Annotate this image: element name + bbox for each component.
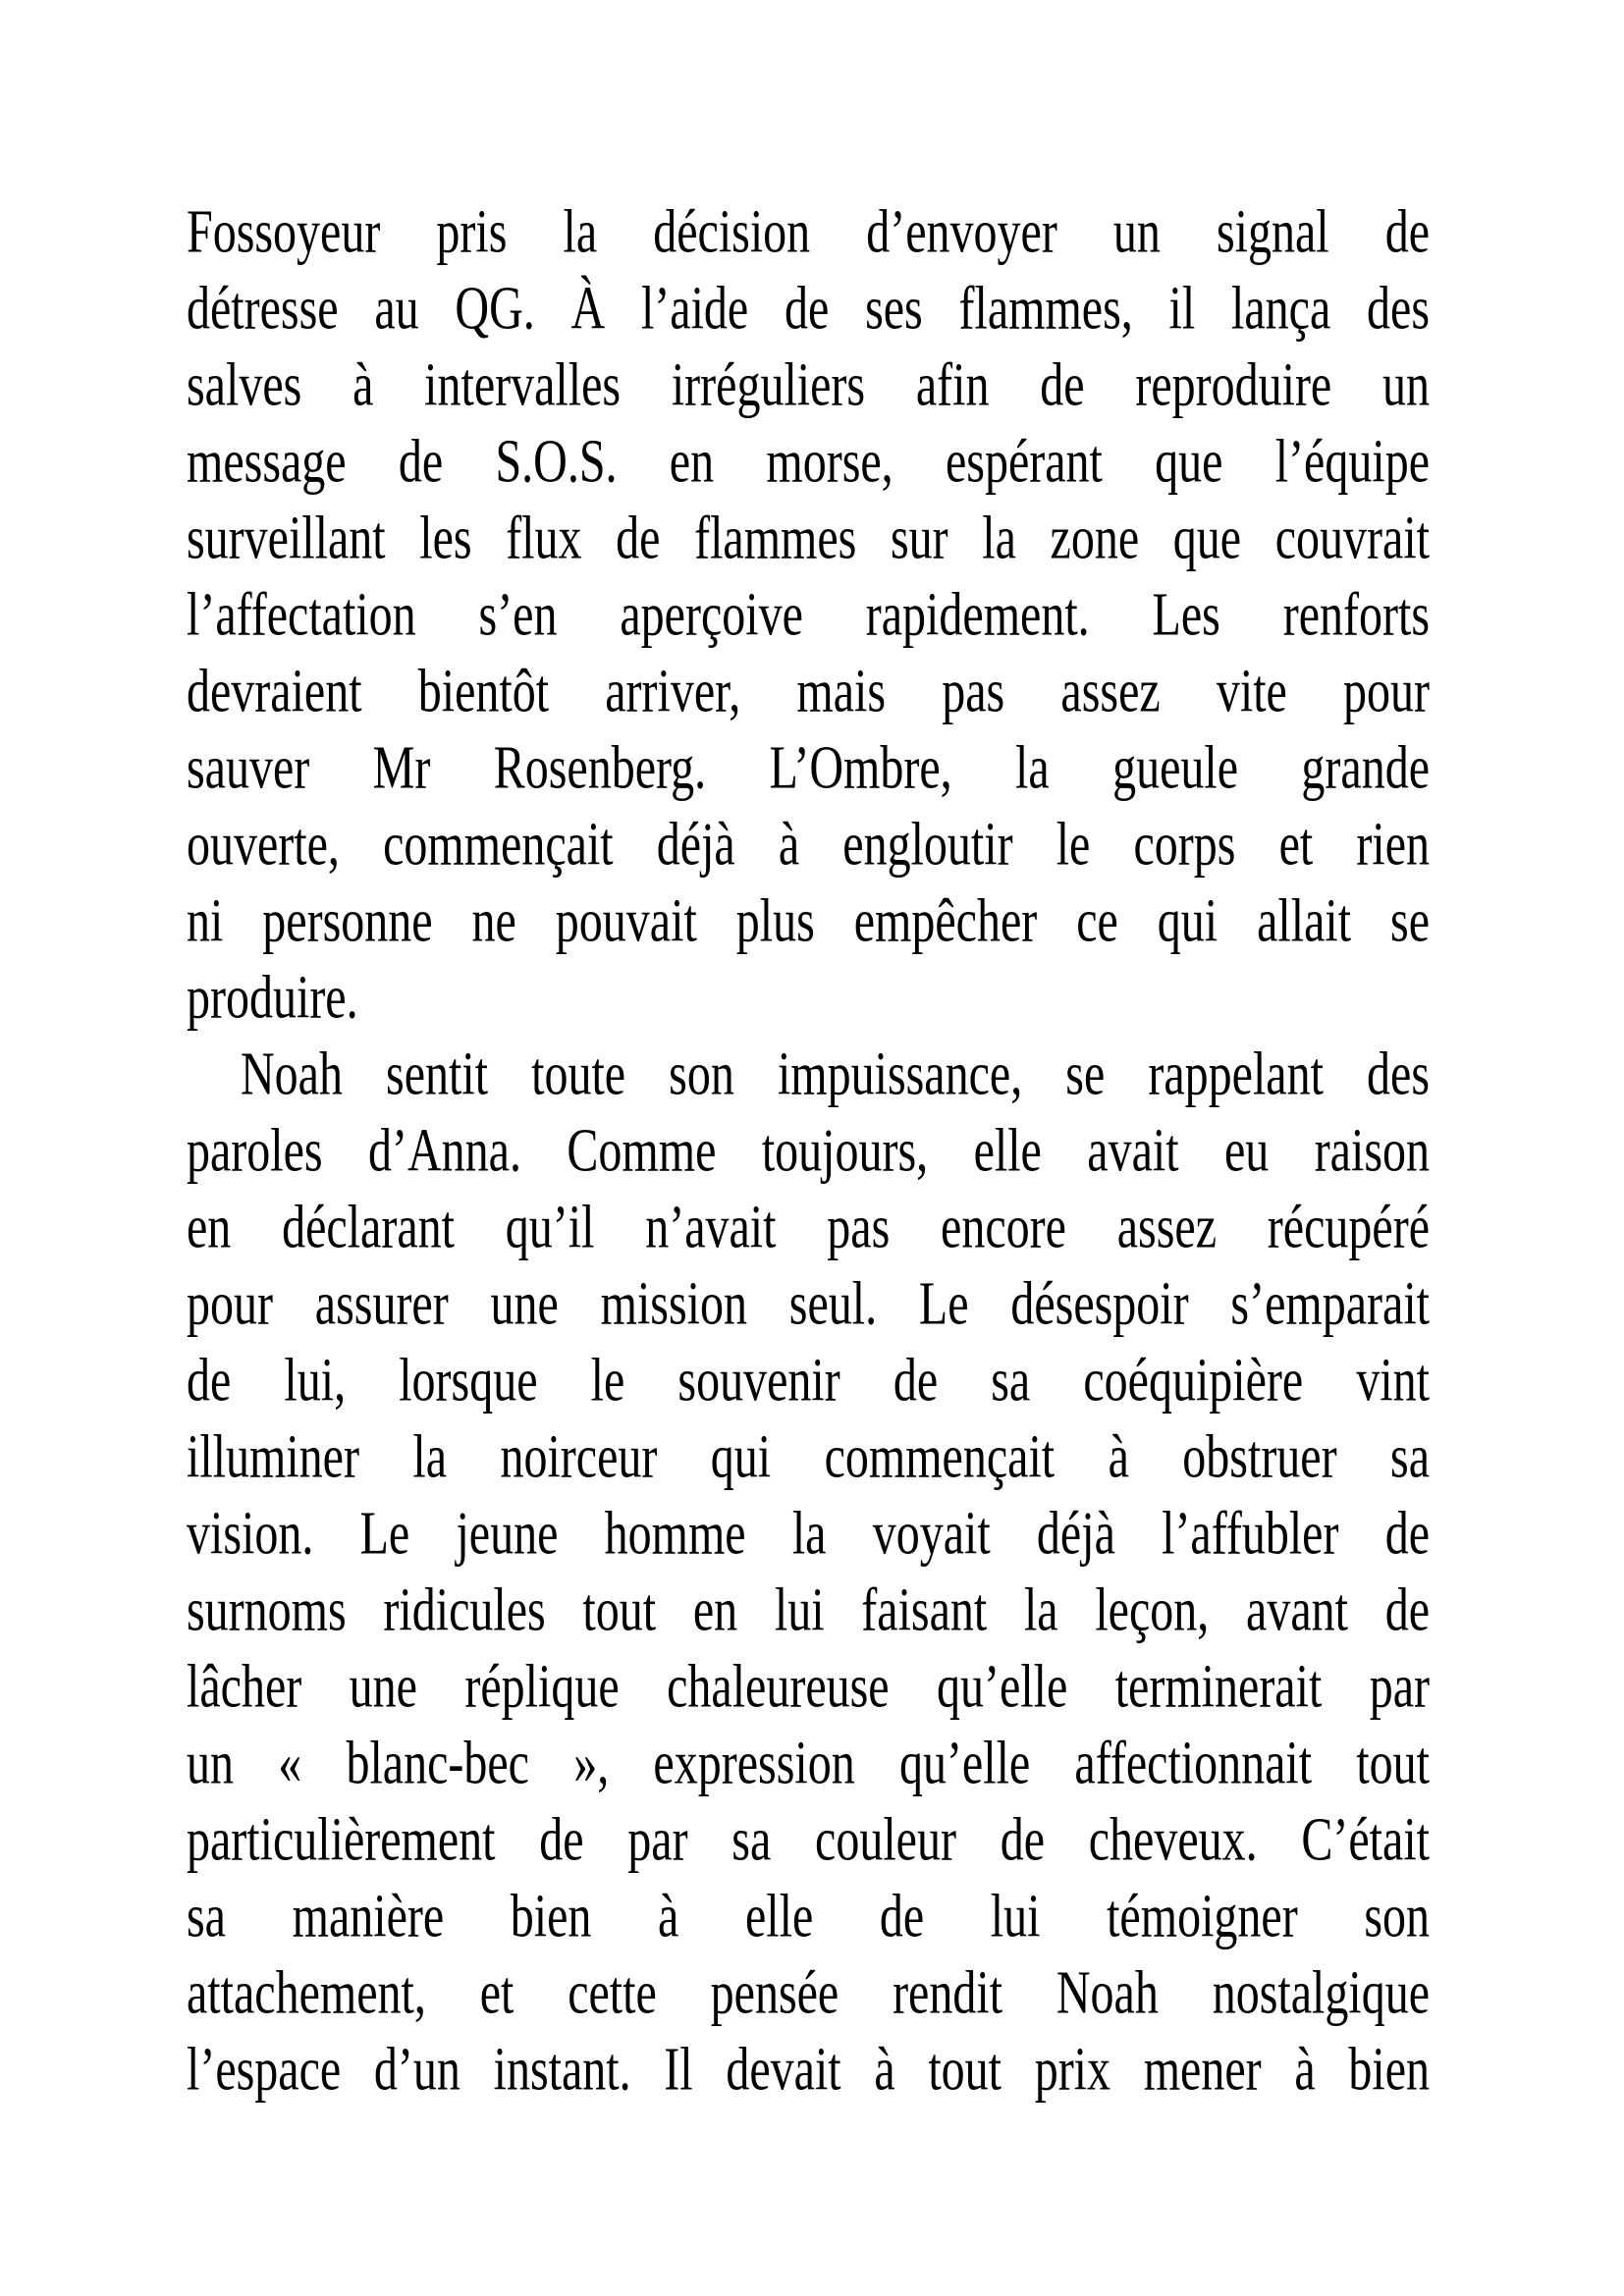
text-line: surnoms ridicules tout en lui faisant la leçon, avant de — [187, 1575, 1430, 1644]
text-line: Noah sentit toute son impuissance, se rappelant des — [241, 1040, 1430, 1108]
text-line: sa manière bien à elle de lui témoigner son — [187, 1882, 1430, 1950]
text-line: vision. Le jeune homme la voyait déjà l’affubler de — [187, 1499, 1430, 1568]
text-line: ouverte, commençait déjà à engloutir le corps et rien — [187, 810, 1430, 879]
text-line: devraient bientôt arriver, mais pas assez vite pour — [187, 657, 1430, 725]
text-line: lâcher une réplique chaleureuse qu’elle terminerait par — [187, 1652, 1430, 1721]
text-line: détresse au QG. À l’aide de ses flammes, il lança des — [187, 274, 1430, 343]
text-line: ni personne ne pouvait plus empêcher ce qui allait se — [187, 886, 1430, 955]
text-line: message de S.O.S. en morse, espérant que l’équipe — [187, 427, 1430, 496]
paragraph-1 — [187, 194, 1430, 1037]
text-line: l’espace d’un instant. Il devait à tout prix mener à bien — [187, 2035, 1430, 2104]
text-line: un « blanc-bec », expression qu’elle affectionnait tout — [187, 1729, 1430, 1797]
text-line: salves à intervalles irréguliers afin de reproduire un — [187, 350, 1430, 419]
text-line: particulièrement de par sa couleur de cheveux. C’était — [187, 1805, 1430, 1874]
text-line: paroles d’Anna. Comme toujours, elle avait eu raison — [187, 1116, 1430, 1185]
text-line: surveillant les flux de flammes sur la zone que couvrait — [187, 504, 1430, 572]
text-line: attachement, et cette pensée rendit Noah nostalgique — [187, 1958, 1430, 2027]
body-text — [187, 194, 1430, 2109]
text-line: l’affectation s’en aperçoive rapidement. Les renforts — [187, 580, 1430, 649]
text-line: Fossoyeur pris la décision d’envoyer un signal de — [187, 197, 1430, 266]
text-line: illuminer la noirceur qui commençait à obstruer sa — [187, 1422, 1430, 1491]
paragraph-2 — [187, 1037, 1430, 2109]
text-line: sauver Mr Rosenberg. L’Ombre, la gueule grande — [187, 733, 1430, 802]
text-line: pour assurer une mission seul. Le désespoir s’emparait — [187, 1269, 1430, 1338]
text-line: de lui, lorsque le souvenir de sa coéquipière vint — [187, 1346, 1430, 1415]
text-line: produire. — [187, 963, 358, 1032]
text-line: en déclarant qu’il n’avait pas encore assez récupéré — [187, 1193, 1430, 1261]
